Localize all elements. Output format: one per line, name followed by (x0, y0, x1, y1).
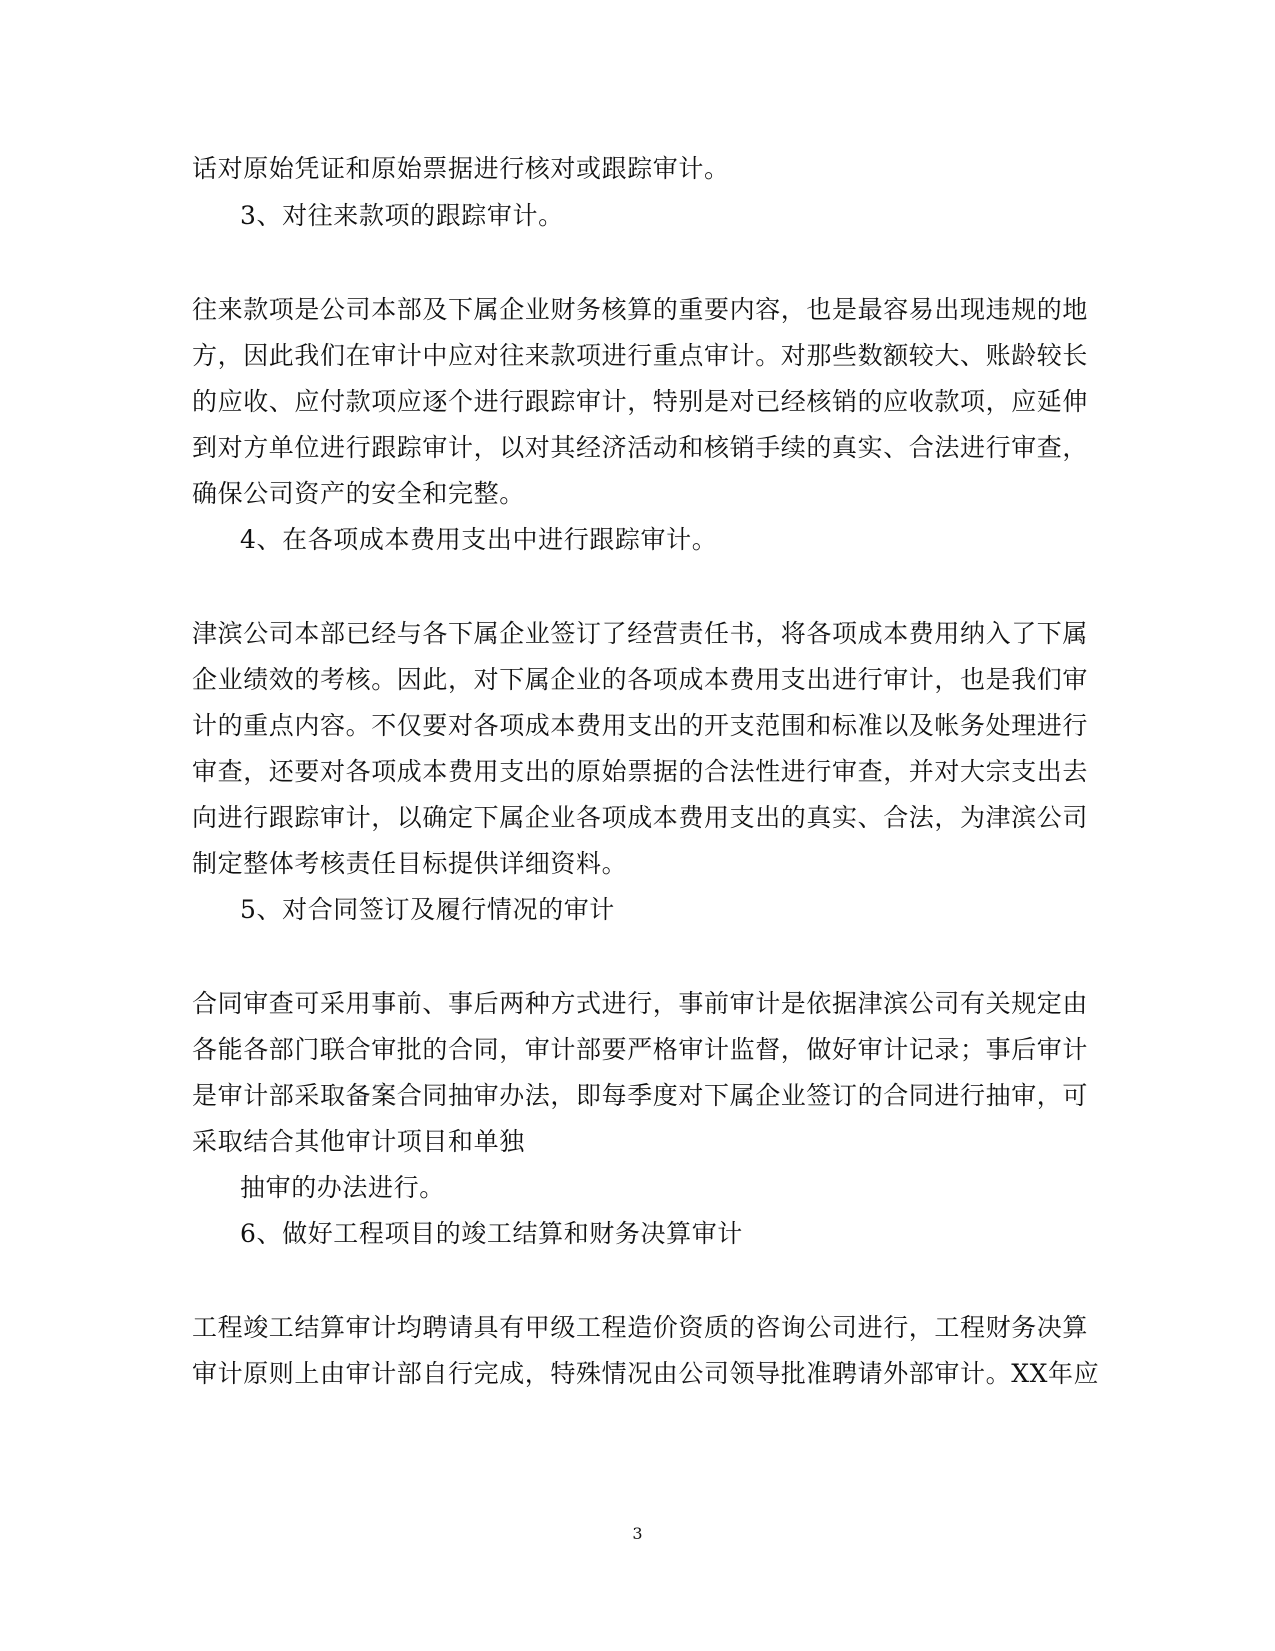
text-line: 工程竣工结算审计均聘请具有甲级工程造价资质的咨询公司进行，工程财务决算 (192, 1313, 1089, 1342)
text-line: 到对方单位进行跟踪审计，以对其经济活动和核销手续的真实、合法进行审查， (192, 433, 1089, 462)
text-line: 抽审的办法进行。 (240, 1173, 445, 1202)
text-line: 往来款项是公司本部及下属企业财务核算的重要内容，也是最容易出现违规的地 (192, 295, 1089, 324)
text-line: 计的重点内容。不仅要对各项成本费用支出的开支范围和标准以及帐务处理进行 (192, 711, 1089, 740)
text-line: 的应收、应付款项应逐个进行跟踪审计，特别是对已经核销的应收款项，应延伸 (192, 387, 1089, 416)
text-line: 话对原始凭证和原始票据进行核对或跟踪审计。 (192, 154, 730, 183)
text-line: 津滨公司本部已经与各下属企业签订了经营责任书，将各项成本费用纳入了下属 (192, 619, 1089, 648)
text-line: 各能各部门联合审批的合同，审计部要严格审计监督，做好审计记录；事后审计 (192, 1035, 1089, 1064)
section-heading: 4、在各项成本费用支出中进行跟踪审计。 (240, 525, 718, 554)
section-heading: 3、对往来款项的跟踪审计。 (240, 201, 564, 230)
text-line: 合同审查可采用事前、事后两种方式进行，事前审计是依据津滨公司有关规定由 (192, 989, 1089, 1018)
text-line: 制定整体考核责任目标提供详细资料。 (192, 849, 628, 878)
text-line: 向进行跟踪审计，以确定下属企业各项成本费用支出的真实、合法，为津滨公司 (192, 803, 1089, 832)
page-number: 3 (632, 1524, 643, 1543)
text-line: 确保公司资产的安全和完整。 (192, 479, 525, 508)
text-line: 审计原则上由审计部自行完成，特殊情况由公司领导批准聘请外部审计。XX年应 (192, 1359, 1100, 1388)
section-heading: 5、对合同签订及履行情况的审计 (240, 895, 615, 924)
text-line: 采取结合其他审计项目和单独 (192, 1127, 525, 1156)
text-line: 是审计部采取备案合同抽审办法，即每季度对下属企业签订的合同进行抽审，可 (192, 1081, 1089, 1110)
section-heading: 6、做好工程项目的竣工结算和财务决算审计 (240, 1219, 743, 1248)
text-line: 审查，还要对各项成本费用支出的原始票据的合法性进行审查，并对大宗支出去 (192, 757, 1089, 786)
text-line: 企业绩效的考核。因此，对下属企业的各项成本费用支出进行审计，也是我们审 (192, 665, 1089, 694)
text-line: 方，因此我们在审计中应对往来款项进行重点审计。对那些数额较大、账龄较长 (192, 341, 1089, 370)
